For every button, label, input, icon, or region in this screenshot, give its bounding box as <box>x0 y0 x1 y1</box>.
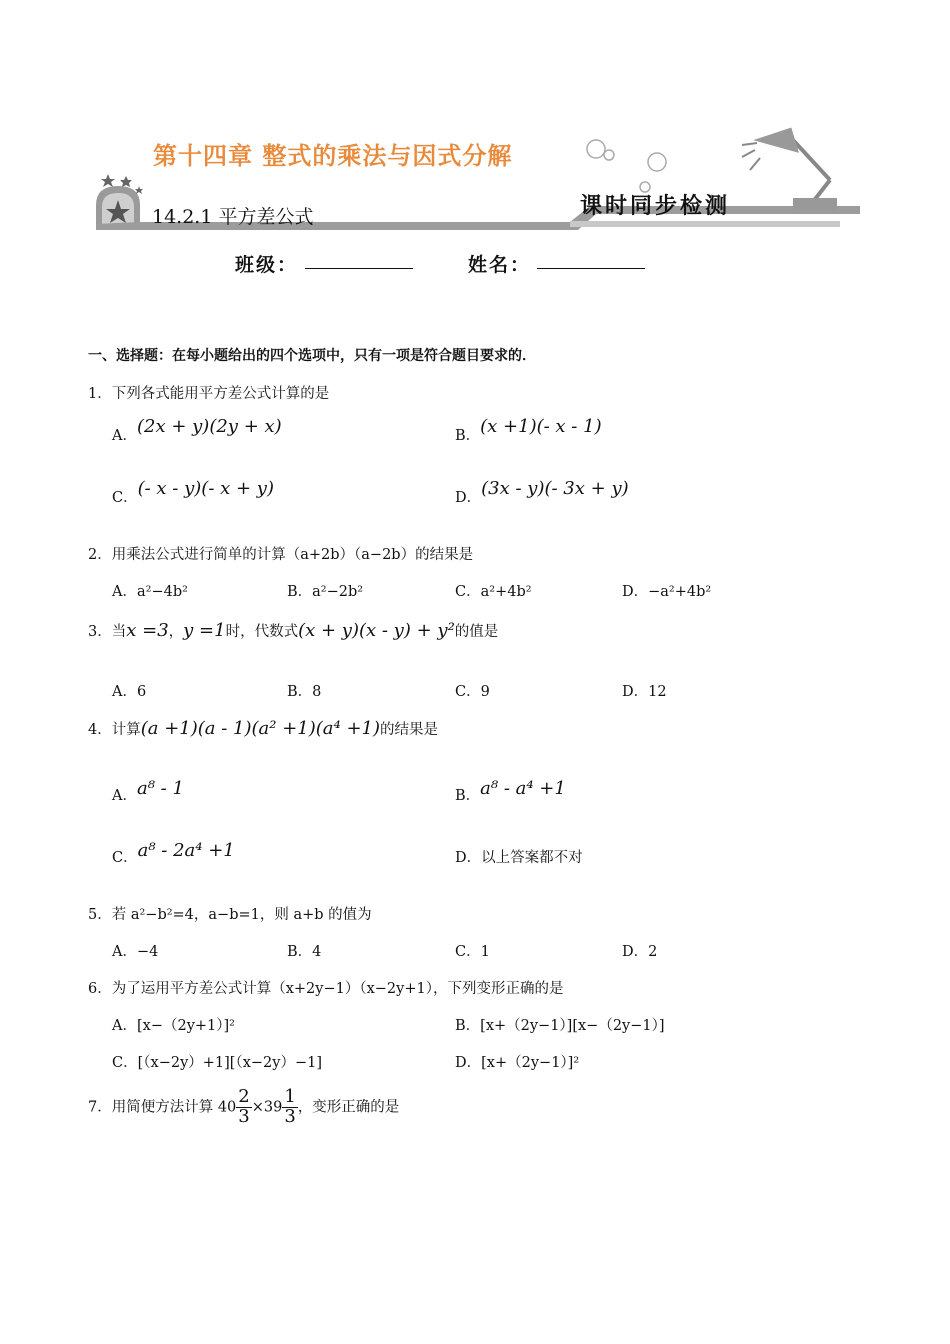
option-letter: D． <box>622 944 649 960</box>
desk-lamp-icon <box>742 130 835 208</box>
q3-option-a[interactable] <box>112 680 146 701</box>
q1-option-b[interactable] <box>455 416 602 445</box>
question-4-stem <box>88 718 438 739</box>
option-letter: A． <box>112 1018 137 1034</box>
stem-text: 4．计算 <box>88 722 141 738</box>
option-expr: a²−4b² <box>136 584 188 600</box>
star-badge-icon <box>96 174 143 230</box>
option-letter: A． <box>112 944 137 960</box>
stem-text: 的值是 <box>454 624 499 640</box>
question-3-stem <box>88 620 498 641</box>
q2-option-b[interactable] <box>287 580 363 601</box>
q6-option-c[interactable] <box>112 1051 322 1072</box>
option-expr: (2x + y)(2y + x) <box>136 416 282 437</box>
q4-option-d[interactable] <box>455 846 583 867</box>
option-letter: A． <box>112 584 137 600</box>
stem-math: (x + y)(x - y) + y² <box>298 620 455 641</box>
stem-text: 3．当 <box>88 624 127 640</box>
question-2-stem: 2．用乘法公式进行简单的计算（a+2b）（a−2b）的结果是 <box>88 547 474 563</box>
q4-option-c[interactable] <box>112 840 235 867</box>
stem-math: y =1 <box>183 620 226 641</box>
option-letter: B． <box>287 944 313 960</box>
section-heading: 一、选择题：在每小题给出的四个选项中，只有一项是符合题目要求的． <box>88 348 536 364</box>
option-letter: C． <box>112 490 138 506</box>
q5-option-d[interactable] <box>622 940 657 961</box>
stem-text: ， <box>168 624 184 640</box>
option-letter: D． <box>455 850 482 866</box>
option-expr: 6 <box>136 684 147 700</box>
option-letter: B． <box>287 584 313 600</box>
stem-text: ，变形正确的是 <box>297 1099 400 1116</box>
option-expr: −a²+4b² <box>648 584 712 600</box>
option-expr: 12 <box>648 684 667 700</box>
option-letter: C． <box>112 1055 138 1071</box>
option-letter: A． <box>112 428 137 444</box>
q1-option-d[interactable] <box>455 478 629 507</box>
name-blank[interactable] <box>537 268 645 269</box>
option-letter: B． <box>287 684 313 700</box>
q3-option-d[interactable] <box>622 680 667 701</box>
q5-option-a[interactable] <box>112 940 158 961</box>
q5-option-c[interactable] <box>455 940 490 961</box>
sync-test-label: 课时同步检测 <box>580 193 731 219</box>
chapter-title: 第十四章 整式的乘法与因式分解 <box>153 142 513 170</box>
option-expr: 2 <box>648 944 658 960</box>
question-1-stem: 1．下列各式能用平方差公式计算的是 <box>88 386 330 402</box>
q5-option-b[interactable] <box>287 940 321 961</box>
option-letter: D． <box>455 490 482 506</box>
bubble-icon <box>587 140 666 192</box>
option-expr: [（x−2y）+1][（x−2y）−1] <box>137 1055 322 1071</box>
option-letter: B． <box>455 788 481 804</box>
option-expr: (- x - y)(- x + y) <box>137 478 274 499</box>
header-banner <box>0 0 950 240</box>
option-expr: a⁸ - a⁴ +1 <box>480 778 566 799</box>
option-letter: C． <box>112 850 138 866</box>
option-expr: 1 <box>480 944 490 960</box>
q2-option-a[interactable] <box>112 580 188 601</box>
name-label: 姓名： <box>468 254 532 276</box>
option-letter: B． <box>455 428 481 444</box>
option-expr: [x+（2y−1）][x−（2y−1）] <box>480 1018 665 1034</box>
option-expr: a⁸ - 2a⁴ +1 <box>137 840 235 861</box>
q1-option-c[interactable] <box>112 478 274 507</box>
option-expr: (x +1)(- x - 1) <box>480 416 602 437</box>
stem-math: (a +1)(a - 1)(a² +1)(a⁴ +1) <box>140 718 381 739</box>
option-letter: C． <box>455 684 481 700</box>
question-7-stem <box>88 1088 399 1127</box>
q3-option-c[interactable] <box>455 680 490 701</box>
section-title: 14.2.1 平方差公式 <box>152 206 314 228</box>
option-expr: 9 <box>480 684 490 700</box>
fraction-one-third <box>282 1088 297 1127</box>
option-expr: a²−2b² <box>312 584 364 600</box>
q6-option-a[interactable] <box>112 1014 235 1035</box>
stem-text: 7．用简便方法计算 40 <box>88 1099 237 1116</box>
fraction-denominator: 3 <box>238 1105 250 1127</box>
option-letter: B． <box>455 1018 481 1034</box>
question-6-stem: 6．为了运用平方差公式计算（x+2y−1）（x−2y+1），下列变形正确的是 <box>88 981 564 997</box>
option-expr: [x+（2y−1）]² <box>481 1055 580 1071</box>
q3-option-b[interactable] <box>287 680 321 701</box>
fraction-numerator: 2 <box>238 1086 250 1107</box>
fraction-numerator: 1 <box>284 1086 296 1107</box>
option-expr: a⁸ - 1 <box>136 778 184 799</box>
stem-text: 的结果是 <box>380 722 439 738</box>
option-letter: A． <box>112 684 137 700</box>
fraction-denominator: 3 <box>284 1105 296 1127</box>
q6-option-b[interactable] <box>455 1014 665 1035</box>
q1-option-a[interactable] <box>112 416 282 445</box>
class-label: 班级： <box>235 254 299 276</box>
stem-text: ×39 <box>251 1099 283 1116</box>
option-expr: 4 <box>312 944 322 960</box>
option-letter: C． <box>455 944 481 960</box>
q2-option-c[interactable] <box>455 580 532 601</box>
fraction-two-thirds <box>236 1088 251 1127</box>
question-5-stem: 5．若 a²−b²=4，a−b=1，则 a+b 的值为 <box>88 907 372 923</box>
q2-option-d[interactable] <box>622 580 711 601</box>
option-letter: A． <box>112 788 137 804</box>
option-expr: 8 <box>312 684 322 700</box>
option-letter: C． <box>455 584 481 600</box>
option-expr: 以上答案都不对 <box>481 850 583 866</box>
option-expr: −4 <box>136 944 159 960</box>
stem-math: x =3 <box>126 620 169 641</box>
option-expr: [x−（2y+1）]² <box>136 1018 235 1034</box>
class-blank[interactable] <box>305 268 413 269</box>
option-expr: (3x - y)(- 3x + y) <box>481 478 629 499</box>
option-letter: D． <box>622 584 649 600</box>
q6-option-d[interactable] <box>455 1051 579 1072</box>
option-letter: D． <box>455 1055 482 1071</box>
option-letter: D． <box>622 684 649 700</box>
q4-option-a[interactable] <box>112 778 184 805</box>
option-expr: a²+4b² <box>480 584 532 600</box>
stem-text: 时，代数式 <box>225 624 299 640</box>
q4-option-b[interactable] <box>455 778 566 805</box>
